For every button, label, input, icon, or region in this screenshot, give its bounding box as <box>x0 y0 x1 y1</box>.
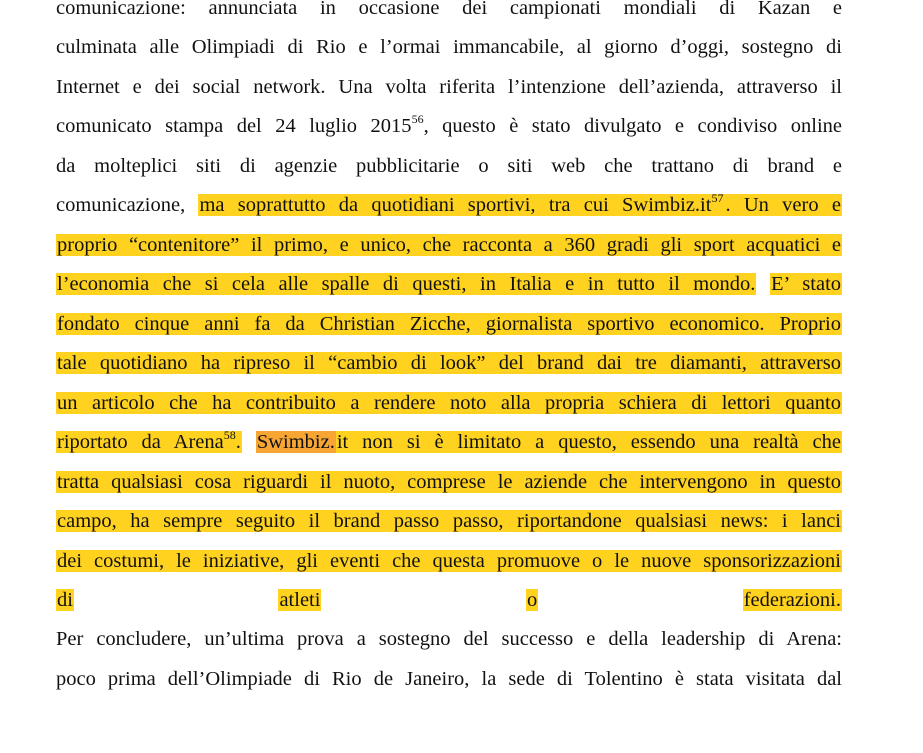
highlighted-text: . Un vero e <box>725 194 841 216</box>
text-line <box>56 506 842 536</box>
footnote-ref: 57 <box>711 191 724 205</box>
footnote-ref: 58 <box>223 428 236 442</box>
highlighted-text: tratta qualsiasi cosa riguardi il nuoto, comprese le aziende che intervengono in questo <box>57 471 841 493</box>
highlight-span: riportato da Arena <box>57 431 224 453</box>
highlighted-text: atleti <box>279 589 321 611</box>
footnote-ref: 56 <box>411 112 424 126</box>
text-line <box>56 309 842 339</box>
text-line <box>56 427 842 457</box>
highlighted-text: proprio “contenitore” il primo, e unico, che racconta a 360 gradi gli sport acquatici e <box>57 234 841 256</box>
text-line <box>56 624 842 654</box>
text-line <box>56 664 842 694</box>
line-text: Per concludere, un’ultima prova a sostegno del successo e della leadership di Arena: <box>56 628 842 650</box>
text-line <box>56 111 842 141</box>
highlighted-text: it non si è limitato a questo, essendo una realtà che <box>336 431 842 453</box>
highlighted-text: E’ stato <box>770 273 842 295</box>
highlighted-text: di <box>57 589 73 611</box>
text-line <box>56 546 842 576</box>
text-line <box>56 0 842 23</box>
text-line <box>56 32 842 62</box>
text-line <box>56 269 842 299</box>
line-text: comunicato stampa del 24 luglio 2015 <box>56 115 412 137</box>
highlighted-text: dei costumi, le iniziative, gli eventi che questa promuove o le nuove sponsorizzazioni <box>57 550 841 572</box>
line-text: culminata alle Olimpiadi di Rio e l’ormai immancabile, al giorno d’oggi, sostegno di <box>56 36 842 58</box>
highlight-span: ma soprattutto da quotidiani sportivi, tra cui Swimbiz.it <box>199 194 712 216</box>
text-line <box>56 72 842 102</box>
text-line <box>56 190 842 220</box>
text-line <box>56 467 842 497</box>
highlighted-text <box>56 428 242 453</box>
line-text: comunicazione, <box>56 194 199 216</box>
line-text: , questo è stato divulgato e condiviso online <box>423 115 842 137</box>
highlighted-text: o <box>526 589 538 611</box>
highlighted-text: campo, ha sempre seguito il brand passo passo, riportandone qualsiasi news: i lanci <box>57 510 841 532</box>
highlighted-text <box>198 191 724 216</box>
gap <box>756 273 770 295</box>
highlighted-text: l’economia che si cela alle spalle di questi, in Italia e in tutto il mondo. <box>57 273 756 295</box>
text-line <box>56 348 842 378</box>
line-text: Internet e dei social network. Una volta riferita l’intenzione dell’azienda, attraverso il <box>56 76 842 98</box>
line-text: poco prima dell’Olimpiade di Rio de Janeiro, la sede di Tolentino è stata visitata dal <box>56 668 842 690</box>
text-line <box>56 388 842 418</box>
highlighted-text: federazioni. <box>743 589 842 611</box>
highlighted-text: un articolo che ha contribuito a rendere noto alla propria schiera di lettori quanto <box>57 392 841 414</box>
text-line <box>56 585 842 615</box>
gap <box>242 431 256 453</box>
line-text: comunicazione: annunciata in occasione dei campionati mondiali di Kazan e <box>56 0 842 19</box>
highlighted-text-strong: Swimbiz. <box>256 431 335 453</box>
text-line <box>56 151 842 181</box>
highlighted-text: fondato cinque anni fa da Christian Zicche, giornalista sportivo economico. Proprio <box>57 313 841 335</box>
highlight-span: . <box>235 431 241 453</box>
text-line <box>56 230 842 260</box>
highlighted-text: tale quotidiano ha ripreso il “cambio di look” del brand dai tre diamanti, attraverso <box>57 352 841 374</box>
line-text: da molteplici siti di agenzie pubblicitarie o siti web che trattano di brand e <box>56 155 842 177</box>
